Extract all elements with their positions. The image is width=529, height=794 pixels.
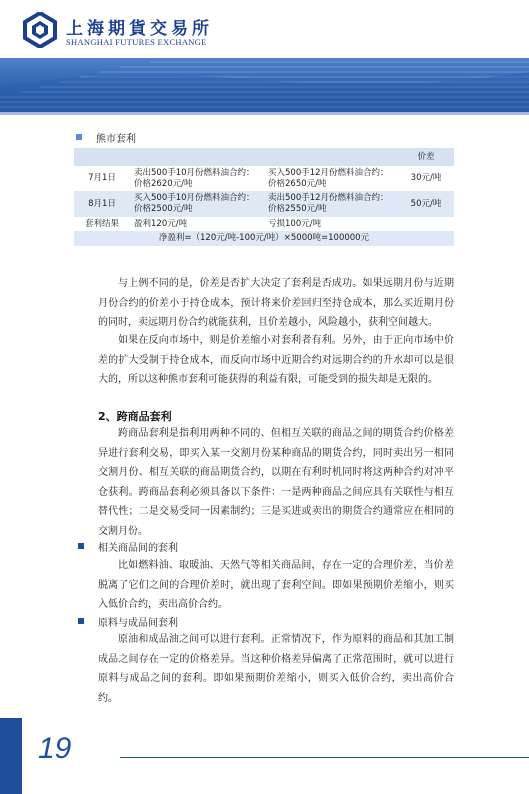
- subsection-bullet-icon: [78, 618, 84, 624]
- table-cell-net-profit: 净盈利=（120元/吨-100元/吨）×5000吨=100000元: [74, 231, 454, 246]
- paragraph-cross-commodity: [98, 424, 454, 541]
- paragraph-raw-material: [98, 630, 454, 708]
- subsection-bullet-icon: [78, 543, 84, 549]
- bear-spread-title: 熊市套利: [96, 134, 136, 145]
- paragraph-price-spread: [98, 274, 454, 333]
- table-row: [74, 166, 454, 191]
- logo-chinese-name: 上海期貨交易所: [66, 19, 213, 39]
- table-cell-date: 7月1日: [74, 166, 130, 191]
- table-cell-result-label: 套利结果: [74, 217, 130, 232]
- table-cell-spread: 30元/吨: [398, 166, 454, 191]
- paragraph-related-commodities: [98, 556, 454, 615]
- body-text: 如果在反向市场中，则是价差缩小对套利者有利。另外，由于正向市场中价差的扩大受制于持仓成本，而反向市场中近期合约对远期合约的升水却可以是很大的，所以这种熊市套利可能获得的利益有限，可能受到的损失却是无限的。: [98, 335, 454, 385]
- table-cell-buy: 卖出500手12月份燃料油合约：价格2550元/吨: [264, 191, 398, 216]
- paragraph-reverse-market: [98, 331, 454, 390]
- body-text: 跨商品套利是指利用两种不同的、但相互关联的商品之间的期货合约价格差异进行套利交易，即买入某一交割月份某种商品的期货合约，同时卖出另一相同交割月份、相互关联的商品期货合约，以期在有利时机同时将这两种合约对冲平仓获利。跨商品套利必须具备以下条件：一是两种商品之间应具有关联性与相互替代性；二是交易受同一因素制约；三是买进或卖出的期货合约通常应在相同的交割月份。: [98, 428, 454, 537]
- table-cell-buy: 买入500手12月份燃料油合约：价格2650元/吨: [264, 166, 398, 191]
- body-text: 原油和成品油之间可以进行套利。正常情况下，作为原料的商品和其加工制成品之间存在一定的价格差异。当这种价格差异偏离了正常范围时，就可以进行原料与成品之间的套利。即如果预期价差缩小，则买入低价合约，卖出高价合约。: [98, 634, 454, 704]
- subsection-title: 相关商品间的套利: [98, 543, 178, 554]
- page-number: 19: [38, 732, 72, 765]
- table-cell-loss: 亏损100元/吨: [264, 217, 398, 232]
- table-header-cell: 价差: [398, 148, 454, 166]
- subsection-title: 原料与成品间套利: [98, 618, 178, 629]
- table-cell-sell: 卖出500手10月份燃料油合约：价格2620元/吨: [130, 166, 264, 191]
- body-text: 比如燃料油、取暖油、天然气等相关商品间，存在一定的合理价差，当价差脱离了它们之间的合理价差时，就出现了套利空间。即如果预期价差缩小，则买入低价合约，卖出高价合约。: [98, 560, 454, 610]
- footer-divider: [120, 757, 529, 758]
- table-row: [74, 231, 454, 246]
- table-row: [74, 217, 454, 232]
- header-banner: [0, 58, 529, 112]
- page-header: [0, 0, 529, 58]
- table-header-row: [74, 148, 454, 166]
- table-cell-spread: 50元/吨: [398, 191, 454, 216]
- section-bullet-icon: [76, 134, 82, 140]
- table-cell-date: 8月1日: [74, 191, 130, 216]
- table-cell-profit: 盈利120元/吨: [130, 217, 264, 232]
- logo-english-name: SHANGHAI FUTURES EXCHANGE: [66, 37, 207, 47]
- bear-spread-table: [74, 148, 454, 246]
- exchange-logo-icon: [22, 12, 58, 48]
- body-text: 与上例不同的是，价差是否扩大决定了套利是否成功。如果远期月份与近期月份合约的价差小于持仓成本，预计将来价差回归至持仓成本，那么买近期月份的同时，卖远期月份合约就能获利，且价差越小，风险越小，获利空间越大。: [98, 278, 454, 328]
- table-cell-sell: 买入500手10月份燃料油合约：价格2500元/吨: [130, 191, 264, 216]
- banner-divider: [0, 112, 529, 115]
- footer-accent-bar: [0, 718, 22, 794]
- table-row: [74, 191, 454, 216]
- section-heading: 2、跨商品套利: [98, 410, 172, 423]
